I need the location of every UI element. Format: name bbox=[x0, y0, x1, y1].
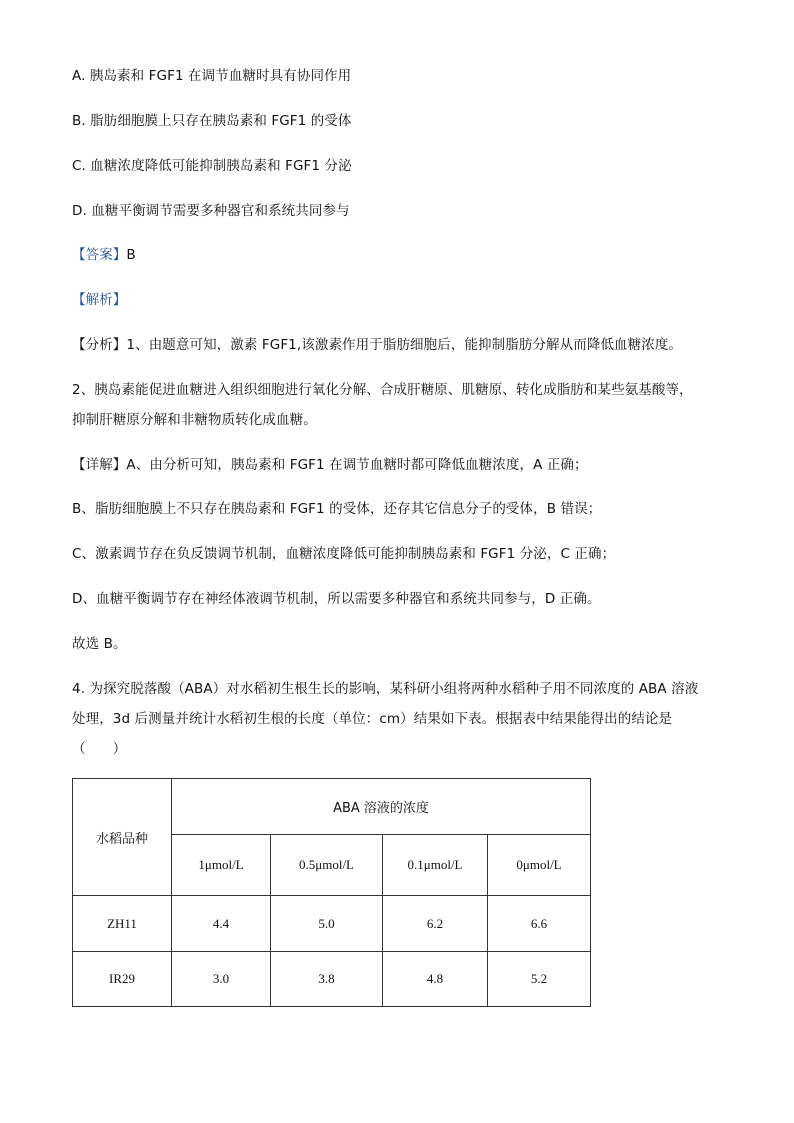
row-header-cell: 水稻品种 bbox=[73, 779, 172, 896]
option-c: C. 血糖浓度降低可能抑制胰岛素和 FGF1 分泌 bbox=[72, 158, 352, 174]
fenxi-text: 1、由题意可知，激素 FGF1,该激素作用于脂肪细胞后，能抑制脂肪分解从而降低血糖浓度。 bbox=[126, 337, 683, 353]
xiangjie-b: B、脂肪细胞膜上不只存在胰岛素和 FGF1 的受体，还存其它信息分子的受体，B 错误； bbox=[72, 501, 602, 517]
value-cell: 4.8 bbox=[383, 952, 488, 1007]
group-header-cell: ABA 溶液的浓度 bbox=[172, 779, 591, 835]
table-row bbox=[73, 952, 591, 1007]
analysis-tag: 【解析】 bbox=[72, 292, 127, 308]
question4-line1: 4. 为探究脱落酸（ABA）对水稻初生根生长的影响，某科研小组将两种水稻种子用不同浓度的 ABA 溶液 bbox=[72, 681, 699, 697]
xiangjie-d: D、血糖平衡调节存在神经体液调节机制，所以需要多种器官和系统共同参与，D 正确。 bbox=[72, 591, 601, 607]
value-cell: 6.2 bbox=[383, 896, 488, 952]
option-a: A. 胰岛素和 FGF1 在调节血糖时具有协同作用 bbox=[72, 68, 352, 84]
xiangjie-tag: 【详解】 bbox=[72, 457, 127, 473]
fenxi-line bbox=[72, 336, 682, 354]
value-cell: 5.0 bbox=[271, 896, 383, 952]
variety-cell: ZH11 bbox=[73, 896, 172, 952]
answer-value: B bbox=[126, 247, 136, 263]
column-header: 1μmol/L bbox=[172, 835, 271, 896]
question4-line2: 处理，3d 后测量并统计水稻初生根的长度（单位：cm）结果如下表。根据表中结果能得出的结论是 bbox=[72, 711, 673, 727]
column-header: 0.5μmol/L bbox=[271, 835, 383, 896]
conclusion: 故选 B。 bbox=[72, 636, 127, 652]
results-table bbox=[72, 778, 591, 1007]
option-b: B. 脂肪细胞膜上只存在胰岛素和 FGF1 的受体 bbox=[72, 113, 352, 129]
fenxi-tag: 【分析】 bbox=[72, 337, 127, 353]
value-cell: 3.8 bbox=[271, 952, 383, 1007]
value-cell: 5.2 bbox=[488, 952, 591, 1007]
point2-line2: 抑制肝糖原分解和非糖物质转化成血糖。 bbox=[72, 412, 317, 428]
value-cell: 4.4 bbox=[172, 896, 271, 952]
option-d: D. 血糖平衡调节需要多种器官和系统共同参与 bbox=[72, 203, 350, 219]
column-header: 0.1μmol/L bbox=[383, 835, 488, 896]
question4-line3: （ ） bbox=[72, 741, 127, 757]
xiangjie-a bbox=[72, 456, 588, 474]
xiangjie-a-text: A、由分析可知，胰岛素和 FGF1 在调节血糖时都可降低血糖浓度，A 正确； bbox=[126, 457, 588, 473]
point2-line1: 2、胰岛素能促进血糖进入组织细胞进行氧化分解、合成肝糖原、肌糖原、转化成脂肪和某些氨基酸等， bbox=[72, 382, 693, 398]
value-cell: 6.6 bbox=[488, 896, 591, 952]
value-cell: 3.0 bbox=[172, 952, 271, 1007]
answer-line bbox=[72, 246, 136, 264]
table-row bbox=[73, 896, 591, 952]
xiangjie-c: C、激素调节存在负反馈调节机制，血糖浓度降低可能抑制胰岛素和 FGF1 分泌，C 正确； bbox=[72, 546, 616, 562]
variety-cell: IR29 bbox=[73, 952, 172, 1007]
column-header: 0μmol/L bbox=[488, 835, 591, 896]
answer-tag: 【答案】 bbox=[72, 247, 127, 263]
